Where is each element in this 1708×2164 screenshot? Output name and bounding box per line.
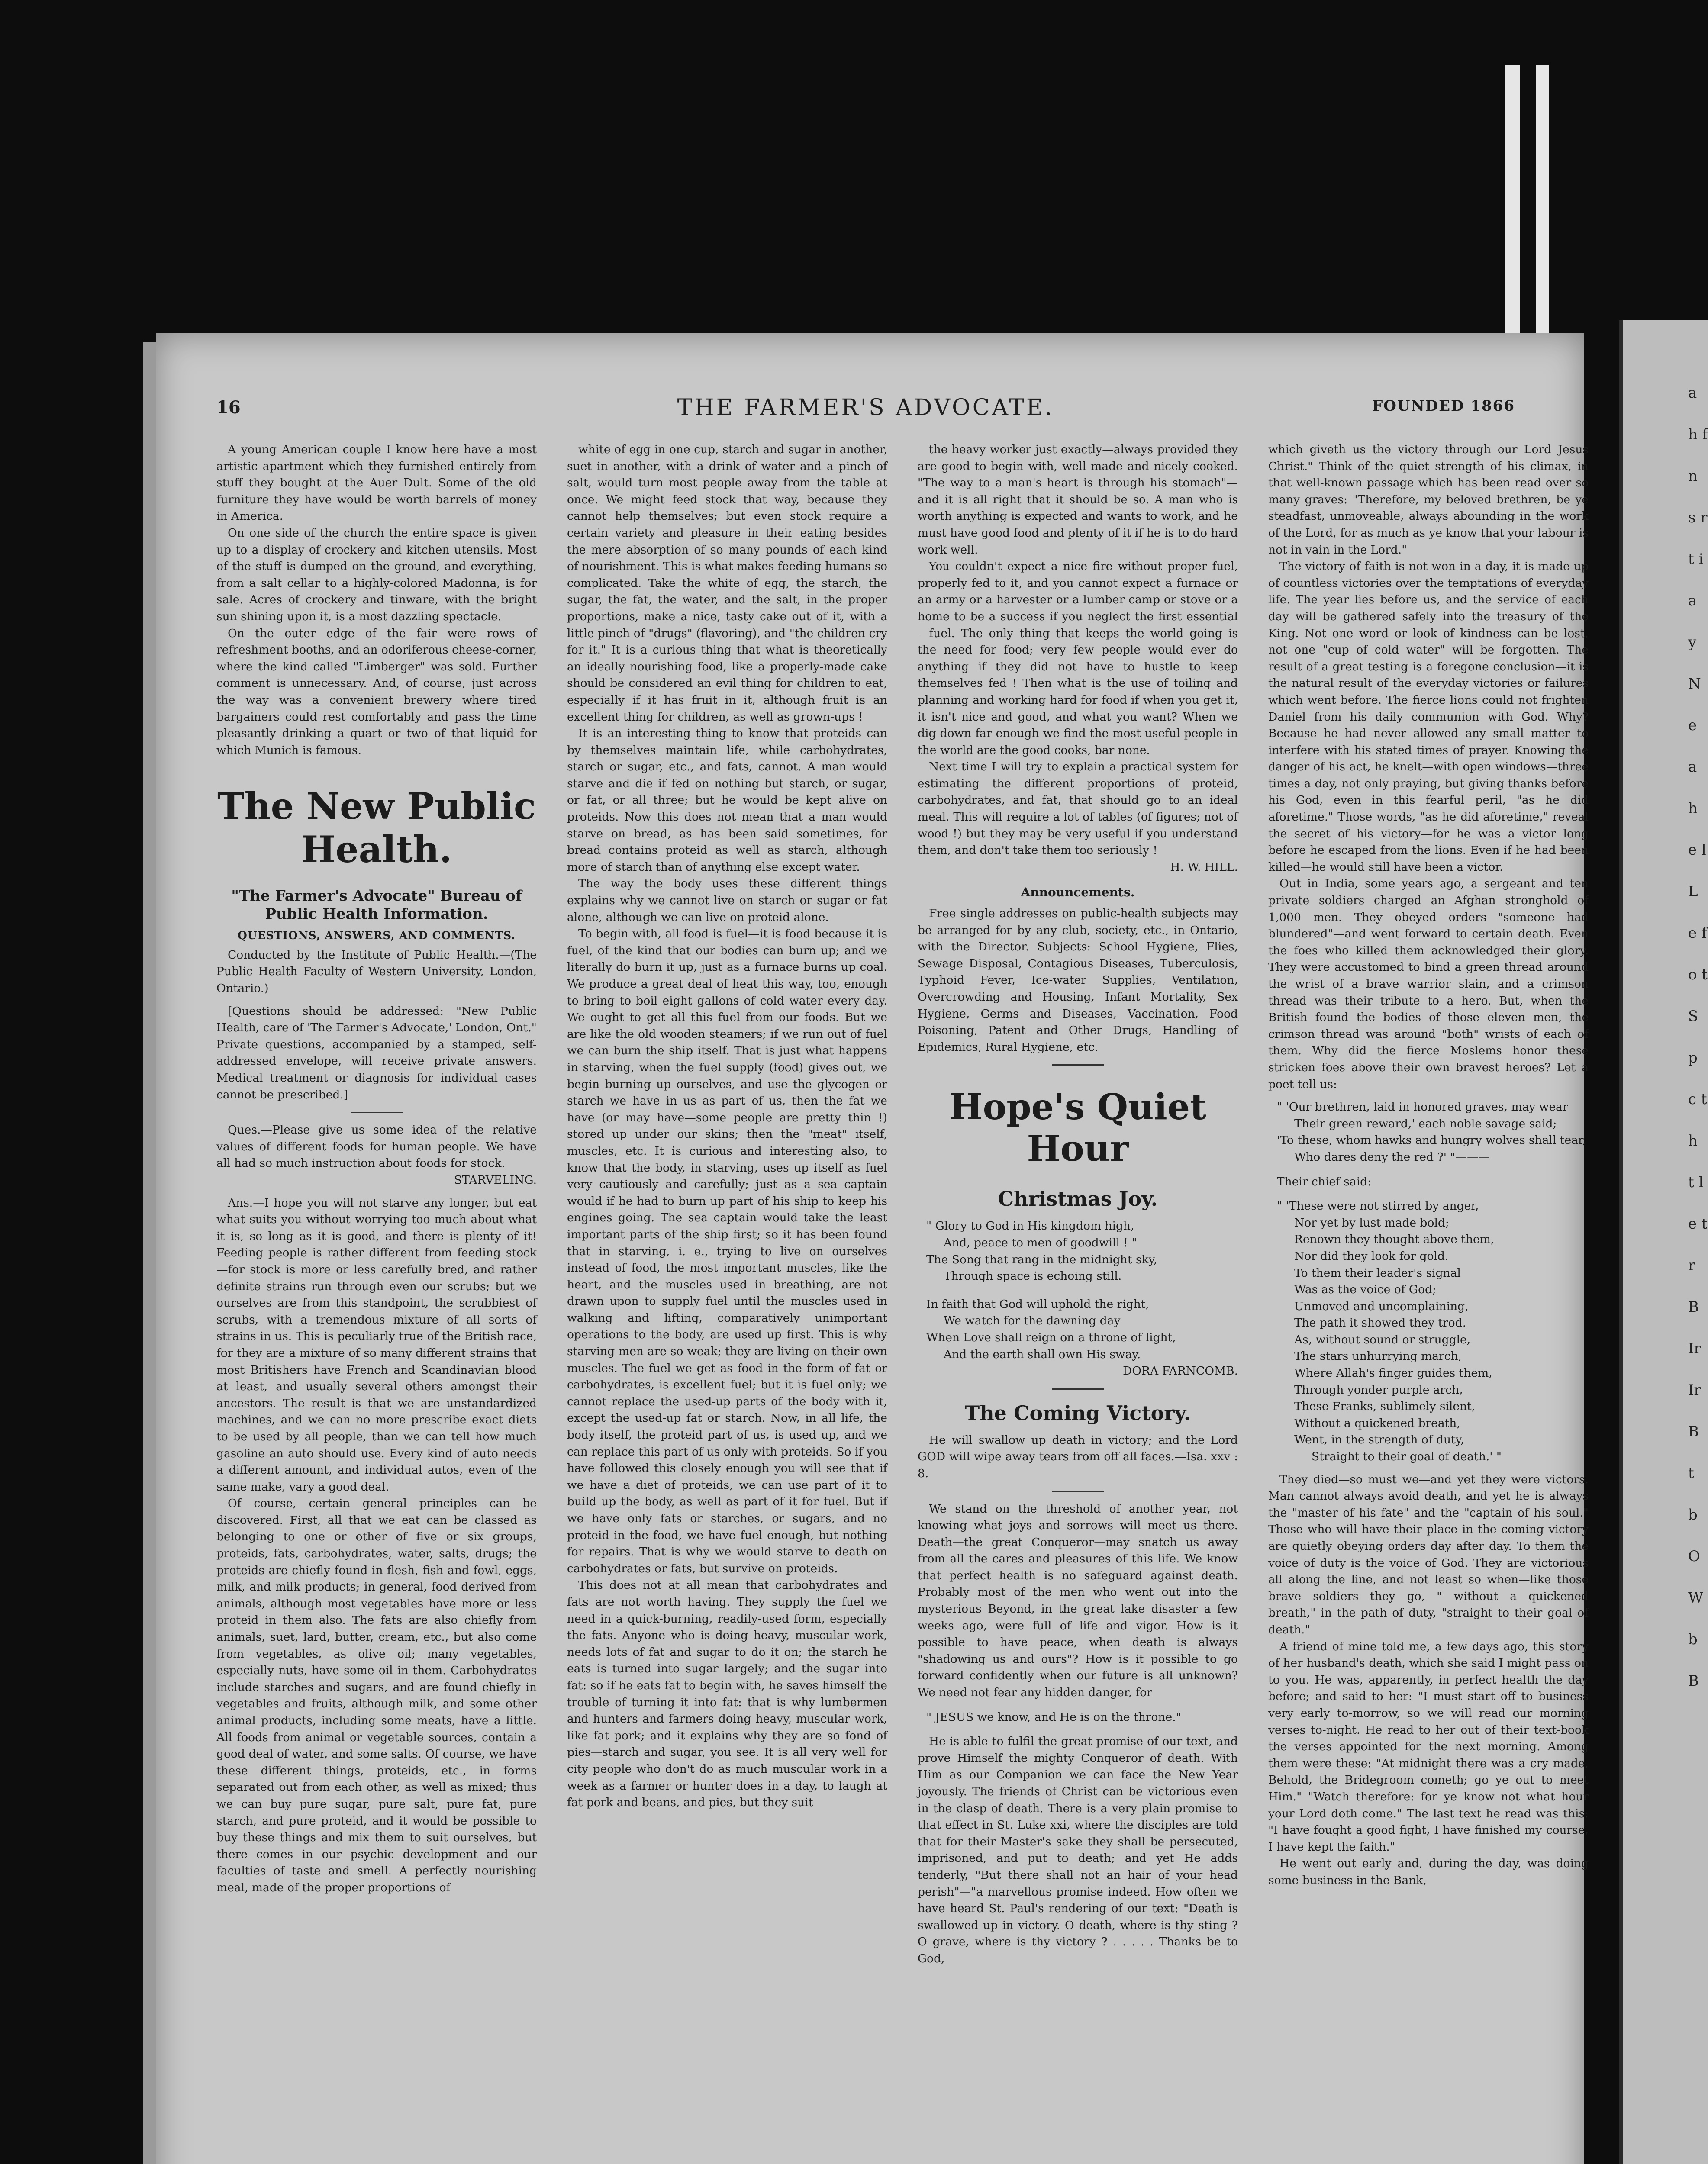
editor-note: [Questions should be addressed: "New Public Health, care of 'The Farmer's Advocate,' London, Ont." Private questions, accompanied by a stamped, self-addressed envelope, will receive private answers. Medical treatment or diagnosis for individual cases cannot be prescribed.]: [216, 1004, 537, 1101]
verse-line: And, peace to men of goodwill ! ": [944, 1236, 1137, 1249]
paragraph: He is able to fulfil the great promise of our text, and prove Himself the mighty Conqueror of death. With Him as our Companion we can face the New Year joyously. The friends of Christ can be victorious even in the clasp of death. There is a very plain promise to that effect in St. Luke xxi, where the disciples are told that for their Master's sake they shall be persecuted, imprisoned, and put to death; and yet He adds tenderly, "But there shall not an hair of your head perish"—"a marvellous promise indeed. How often we have heard St. Paul's rendering of our text: "Death is swallowed up in victory. O death, where is thy sting ? O grave, where is thy victory ? . . . . . Thanks be to God,: [918, 1735, 1238, 1965]
paragraph: This does not at all mean that carbohydrates and fats are not worth having. They supply the fuel we need in a quick-burning, readily-used form, especially the fats. Anyone who is doing heavy, muscular work, needs lots of fat and sugar to do it on; the starch he eats is turned into sugar largely; and the sugar into fat: so if he eats fat to begin with, he saves himself the trouble of turning it into fat: that is why lumbermen and hunters and farmers doing heavy, muscular work, like fat pork; and it explains why they are so fond of pies—starch and sugar, you see. It is all very well for city people who don't do as much muscular work in a week as a farmer or hunter does in a day, to laugh at fat pork and beans, and pies, but they suit: [567, 1578, 887, 1810]
verse-line: Nor did they look for gold.: [1294, 1249, 1449, 1263]
divider: [1052, 1388, 1104, 1390]
paragraph: To begin with, all food is fuel—it is food because it is fuel, of the kind that our bodies can burn up; and we literally do burn it up, just as a furnace burns up coal. We produce a great deal of heat this way, too, enough to bring to boil eight gallons of cold water every day. We ought to get all this fuel from our foods. But we are like the old wooden steamers; if we run out of fuel we can burn the ship itself. That is just what happens in starving, when the fuel supply (food) gives out, we begin burning up ourselves, and use the glycogen or starch we have in us as part of us, then the fat we have (or may have—some people are pretty thin !) stored up under our skins; then the "meat" itself, muscles, etc. It is curious and interesting also, to know that the body, in starving, uses up itself as fuel very cautiously and carefully; just as a sea captain would if he had to burn up part of his ship to keep his engines going. The sea captain would take the least important parts of the ship first; so it has been found that in starving, i. e., trying to live on ourselves instead of food, the most important muscles, like the heart, and the muscles used in breathing, are not drawn upon to supply fuel until the muscles used in walking and lifting, comparatively unimportant operations to the body, are used up first. This is why starving men are so weak; they are living on their own muscles. The fuel we get as food in the form of fat or carbohydrates, is excellent fuel; but it is fuel only; we cannot replace the used-up parts of the body with it, except the used-up fat or starch. Now, in all life, the body itself, the proteid part of us, is used up, and we can replace this part of us only with proteids. So if you have followed this closely enough you will see that if we have a diet of proteids, we can use part of it to build up the body, as well as part of it for fuel. But if we have only fats or starches, or sugars, and no proteid in the food, we have fuel enough, but nothing for repairs. That is why we would starve to death on carbohydrates or fats, but survive on proteids.: [567, 927, 887, 1575]
verse-line: To them their leader's signal: [1294, 1266, 1461, 1280]
masthead: THE FARMER'S ADVOCATE.: [677, 395, 1054, 421]
paragraph: A young American couple I know here have a most artistic apartment which they furnished entirely from stuff they bought at the Auer Dult. Some of the old furniture they have would be worth barrels of money in America.: [216, 443, 537, 523]
next-page-edge: [1619, 320, 1708, 2164]
paragraph: They died—so must we—and yet they were victors. Man cannot always avoid death, and yet he is always the "master of his fate" and the "captain of his soul." Those who will have their place in the coming victory are quietly obeying orders day after day. To them the voice of duty is the voice of God. They are victorious all along the line, and not least so when—like those brave soldiers—they go, " without a quickened breath," in the path of duty, "straight to their goal of death.": [1268, 1472, 1589, 1636]
answer: Ans.—I hope you will not starve any longer, but eat what suits you without worrying too much about what it is, so long as it is good, and there is plenty of it! Feeding people is rather different from feeding stock—for stock is more or less carefully bred, and rather definite strains run through even our scrubs; but we ourselves are from this standpoint, the scrubbiest of scrubs, with a tremendous mixture of all sorts of strains in us. This is peculiarly true of the British race, for they are a mixture of so many different strains that most Britishers have French and Scandinavian blood at least, and usually several others amongst their ancestors. The result is that we are unstandardized machines, and we can no more prescribe exact diets to be used by all people, than we can tell how much gasoline an auto should use. Every kind of auto needs a different amount, and individual autos, even of the same make, vary a good deal.: [216, 1196, 537, 1494]
verse-line: Was as the voice of God;: [1294, 1283, 1436, 1297]
poem-brethren: [1268, 1099, 1589, 1465]
verse-line: Straight to their goal of death.' ": [1312, 1450, 1502, 1464]
verse-line: Who dares deny the red ?' "———: [1294, 1150, 1490, 1164]
founded-label: FOUNDED 1866: [1372, 397, 1515, 415]
section-title-public-health: The New Public Health.: [217, 785, 536, 871]
paragraph: On the outer edge of the fair were rows of refreshment booths, and an odoriferous cheese-corner, where the kind called "Limberger" was sold. Further comment is unnecessary. And, of course, just across the way was a convenient brewery where tired bargainers could rest comfortably and pass the time pleasantly drinking a quart or two of that liquid for which Munich is famous.: [216, 626, 537, 757]
paragraph: A friend of mine told me, a few days ago, this story of her husband's death, which she said I might pass on to you. He was, apparently, in perfect health the day before; and said to her: "I must start off to business very early to-morrow, so we will read our morning verses to-night. He read to her out of their text-book the verses appointed for the next morning. Among them were these: "At midnight there was a cry made, Behold, the Bridegroom cometh; go ye out to meet Him." "Watch therefore: for ye know not what hour your Lord doth come." The last text he read was this: "I have fought a good fight, I have finished my course, I have kept the faith.": [1268, 1639, 1589, 1854]
verse-line: The path it showed they trod.: [1294, 1316, 1466, 1330]
conducted-by: Conducted by the Institute of Public Health.—(The Public Health Faculty of Western University, London, Ontario.): [216, 948, 537, 995]
verse-line: Nor yet by lust made bold;: [1294, 1216, 1449, 1230]
verse-line: Renown they thought above them,: [1294, 1233, 1495, 1246]
verse-line: These Franks, sublimely silent,: [1294, 1400, 1476, 1414]
signature-starveling: STARVELING.: [454, 1173, 537, 1187]
paragraph: the heavy worker just exactly—always provided they are good to begin with, well made and nicely cooked. "The way to a man's heart is through his stomach"—and it is all right that it should be so. A man who is worth anything is expected and wants to work, and he must have good food and plenty of it if he is to do hard work well.: [918, 443, 1238, 557]
column-3: [918, 441, 1238, 2164]
verse-line: Unmoved and uncomplaining,: [1294, 1299, 1469, 1313]
verse-line: As, without sound or struggle,: [1294, 1333, 1471, 1346]
verse-line: Without a quickened breath,: [1294, 1416, 1460, 1430]
column-2: [567, 441, 887, 2164]
next-page-letters: a h f n s r t i a y N e a h e l L e fo t S p c t h t le tr B Ir Ir B t b O W b B: [1688, 384, 1708, 1690]
bureau-heading: "The Farmer's Advocate" Bureau of Public Health Information.: [231, 887, 522, 923]
verse-line: Where Allah's finger guides them,: [1294, 1366, 1492, 1380]
verse-line: Went, in the strength of duty,: [1294, 1433, 1464, 1447]
newspaper-page: [156, 333, 1589, 2164]
divider: [351, 1112, 403, 1113]
verse-line: " 'These were not stirred by anger,: [1277, 1199, 1479, 1213]
column-1: [216, 441, 537, 2164]
christmas-joy-heading: Christmas Joy.: [998, 1187, 1158, 1211]
announcements-text: Free single addresses on public-health subjects may be arranged for by any club, society, etc., in Ontario, with the Director. Subjects: School Hygiene, Flies, Sewage Disposal, Contagious Diseases, Tuberculosis, Typhoid Fever, Ice-water Supplies, Ventilation, Overcrowding and Housing, Infant Mortality, Sex Hygiene, Germs and Diseases, Vaccination, Food Poisoning, Patent and Other Drugs, Handling of Epidemics, Rural Hygiene, etc.: [918, 907, 1238, 1054]
verse-line: The Song that rang in the midnight sky,: [926, 1253, 1157, 1266]
quote-jesus: " JESUS we know, and He is on the throne.": [926, 1710, 1181, 1724]
signature-hwhill: H. W. HILL.: [1170, 860, 1238, 874]
paragraph: The victory of faith is not won in a day, it is made up of countless victories over the temptations of everyday life. The year lies before us, and the service of each day will be gathered safely into the treasury of the King. Not one word or look of kindness can be lost, not one "cup of cold water" will be forgotten. The result of a great testing is a foregone conclusion—it is the natural result of the everyday victories or failures which went before. The fierce lions could not frighten Daniel from his daily communion with God. Why? Because he had never allowed any small matter to interfere with his stated times of prayer. Knowing the danger of his act, he knelt—with open windows—three times a day, not only praying, but giving thanks before his God, even in this fearful peril, "as he did aforetime." Those words, "as he did aforetime," reveal the secret of his victory—for he was a victor long before he escaped from the lions. Even if he had been killed—he would still have been a victor.: [1268, 560, 1589, 874]
page-number: 16: [216, 397, 241, 418]
section-title-hopes-quiet-hour: Hope's Quiet Hour: [949, 1086, 1206, 1170]
paragraph: You couldn't expect a nice fire without proper fuel, properly fed to it, and you cannot expect a furnace or an army or a harvester or a lumber camp or stove or a home to be a success if you neglect the first essential—fuel. The only thing that keeps the world going is the need for food; very few people would ever do anything if they did not have to hustle to keep themselves fed ! Then what is the use of toiling and planning and working hard for food if when you get it, it isn't nice and good, and what you want? When we dig down far enough we find the most useful people in the world are the good cooks, bar none.: [918, 560, 1238, 757]
paragraph: On one side of the church the entire space is given up to a display of crockery and kitchen utensils. Most of the stuff is dumped on the ground, and everything, from a salt cellar to a highly-colored Madonna, is for sale. Acres of crockery and tinware, with the bright sun shining upon it, is a most dazzling spectacle.: [216, 526, 537, 623]
coming-victory-heading: The Coming Victory.: [964, 1401, 1191, 1425]
verse-line: 'To these, whom hawks and hungry wolves shall tear,: [1277, 1134, 1586, 1147]
verse-line: The stars unhurrying march,: [1294, 1349, 1462, 1363]
film-mark-1: [1505, 65, 1520, 333]
verse-line: " 'Our brethren, laid in honored graves, may wear: [1277, 1100, 1568, 1114]
question: Ques.—Please give us some idea of the relative values of different foods for human people. We have all had so much instruction about foods for stock.: [216, 1123, 537, 1170]
divider: [1052, 1064, 1104, 1066]
verse-line: Their green reward,' each noble savage said;: [1294, 1117, 1557, 1130]
verse-line: And the earth shall own His sway.: [944, 1347, 1141, 1361]
page-header: [216, 397, 1515, 428]
divider: [1052, 1491, 1104, 1492]
paragraph: which giveth us the victory through our Lord Jesus Christ." Think of the quiet strength of his climax, in that well-known passage which has been read over so many graves: "Therefore, my beloved brethren, be ye steadfast, unmoveable, always abounding in the work of the Lord, for as much as ye know that your labour is not in vain in the Lord.": [1268, 443, 1589, 557]
announcements-heading: Announcements.: [1021, 885, 1135, 900]
epigraph: He will swallow up death in victory; and the Lord GOD will wipe away tears from off all faces.—Isa. xxv : 8.: [918, 1433, 1238, 1480]
verse-line: In faith that God will uphold the right,: [926, 1297, 1149, 1311]
verse-line: We watch for the dawning day: [944, 1314, 1121, 1328]
signature-dora: DORA FARNCOMB.: [1123, 1364, 1238, 1378]
verse-line: Their chief said:: [1277, 1175, 1372, 1188]
qac-heading: QUESTIONS, ANSWERS, AND COMMENTS.: [238, 929, 516, 942]
paragraph: The way the body uses these different things explains why we cannot live on starch or sugar or fat alone, although we can live on proteid alone.: [567, 877, 887, 924]
paragraph: He went out early and, during the day, was doing some business in the Bank,: [1268, 1857, 1589, 1887]
paragraph: white of egg in one cup, starch and sugar in another, suet in another, with a drink of water and a pinch of salt, would turn most people away from the table at once. We might feed stock that way, because they cannot help themselves; but even stock require a certain variety and pleasure in their eating besides the mere absorption of so many pounds of each kind of nourishment. This is what makes feeding humans so complicated. Take the white of egg, the starch, the sugar, the fat, the water, and the salt, in the proper proportions, make a nice, tasty cake out of it, with a little pinch of "drugs" (flavoring), and "the children cry for it." It is a curious thing that what is theoretically an ideally nourishing food, like a properly-made cake should be considered an evil thing for children to eat, especially if it has fruit in it, although fruit is an excellent thing for children, as well as grown-ups !: [567, 443, 887, 724]
paragraph: Of course, certain general principles can be discovered. First, all that we eat can be classed as belonging to one or other of five or six groups, proteids, fats, carbohydrates, water, salts, drugs; the proteids are chiefly found in flesh, fish and fowl, eggs, milk, and milk products; in general, food derived from animals, although most vegetables have more or less proteid in them also. The fats are also chiefly from animals, suet, lard, butter, cream, etc., but also come from vegetables, as olive oil; many vegetables, especially nuts, have some oil in them. Carbohydrates include starches and sugars, and are found chiefly in vegetables and fruits, although milk, and some other animal products, including some meats, have a little. All foods from animal or vegetable sources, contain a good deal of water, and some salts. Of course, we have these different things, proteids, etc., in forms separated out from each other, as well as mixed; thus we can buy pure sugar, pure salt, pure fat, pure starch, and pure proteid, and it would be possible to buy these things and mix them to suit ourselves, but there comes in our psychic development and our faculties of taste and smell. A perfectly nourishing meal, made of the proper proportions of: [216, 1497, 537, 1894]
verse-line: When Love shall reign on a throne of light,: [926, 1330, 1176, 1344]
verse-line: Through yonder purple arch,: [1294, 1383, 1463, 1397]
paragraph: Next time I will try to explain a practical system for estimating the different proportions of proteid, carbohydrates, and fat, that should go to an ideal meal. This will require a lot of tables (of figures; not of wood !) but they may be very useful if you understand them, and don't take them too seriously !: [918, 760, 1238, 857]
verse-line: Through space is echoing still.: [944, 1269, 1122, 1283]
film-mark-2: [1536, 65, 1549, 333]
paragraph: It is an interesting thing to know that proteids can by themselves maintain life, while carbohydrates, starch or sugar, etc., and fats, cannot. A man would starve and die if fed on nothing but starch, or sugar, or fat, or all three; but he would be kept alive on proteids. Now this does not mean that a man would starve on bread, as has been said sometimes, for bread contains proteid as well as starch, although more of starch than of anything else except water.: [567, 727, 887, 874]
column-4: [1268, 441, 1589, 2164]
poem-christmas: [918, 1218, 1238, 1379]
paragraph: We stand on the threshold of another year, not knowing what joys and sorrows will meet us there. Death—the great Conqueror—may snatch us away from all the cares and pleasures of this life. We know that perfect health is no safeguard against death. Probably most of the men who went out into the mysterious Beyond, in the great lake disaster a few weeks ago, were full of life and vigor. How is it possible to have peace, when death is always "shadowing us and ours"? How is it possible to go forward confidently when our future is all unknown? We need not fear any hidden danger, for: [918, 1502, 1238, 1700]
verse-line: " Glory to God in His kingdom high,: [926, 1219, 1134, 1233]
paragraph: Out in India, some years ago, a sergeant and ten private soldiers charged an Afghan stronghold of 1,000 men. They obeyed orders—"someone had blundered"—and went forward to certain death. Even the foes who killed them acknowledged their glory. They were accustomed to bind a green thread around the wrist of a brave warrior slain, and a crimson thread was their tribute to a hero. But, when the British found the bodies of those eleven men, the crimson thread was around "both" wrists of each of them. Why did the fierce Moslems honor these stricken foes above their own bravest heroes? Let a poet tell us:: [1268, 877, 1589, 1091]
